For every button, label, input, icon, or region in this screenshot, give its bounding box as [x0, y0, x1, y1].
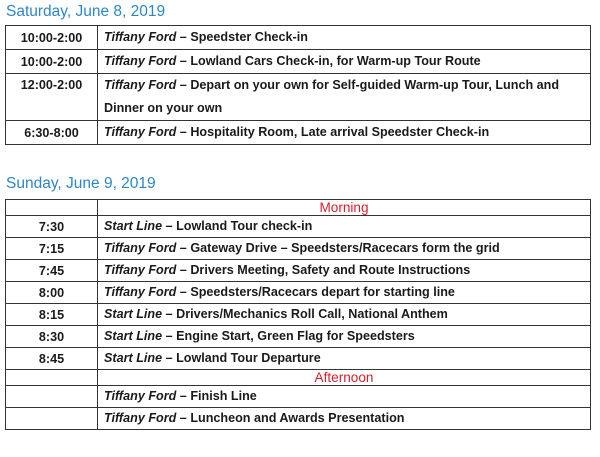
event-cell [98, 304, 591, 326]
location-label: Tiffany Ford [104, 411, 177, 425]
event-cell [98, 26, 591, 50]
event-cell [98, 260, 591, 282]
event-text: Speedster Check-in [190, 30, 308, 44]
time-cell: 7:30 [6, 216, 98, 238]
event-cell [98, 326, 591, 348]
table-row [6, 304, 591, 326]
separator: – [162, 351, 177, 365]
saturday-schedule-table [5, 25, 591, 145]
table-row [6, 348, 591, 370]
location-label: Tiffany Ford [104, 125, 177, 139]
separator: – [176, 54, 191, 68]
separator: – [176, 30, 191, 44]
separator: – [176, 78, 191, 92]
location-label: Tiffany Ford [104, 263, 177, 277]
table-row [6, 282, 591, 304]
time-cell: 8:00 [6, 282, 98, 304]
event-text: Hospitality Room, Late arrival Speedster Check-in [190, 125, 490, 139]
section-label-afternoon: Afternoon [98, 370, 591, 386]
separator: – [162, 307, 177, 321]
separator: – [176, 411, 191, 425]
table-row [6, 386, 591, 408]
location-label: Tiffany Ford [104, 30, 177, 44]
table-row [6, 74, 591, 121]
table-row [6, 260, 591, 282]
time-cell: 8:45 [6, 348, 98, 370]
time-cell: 10:00-2:00 [6, 26, 98, 50]
section-label-morning: Morning [98, 200, 591, 216]
event-cell [98, 408, 591, 430]
location-label: Tiffany Ford [104, 241, 177, 255]
separator: – [176, 241, 191, 255]
location-label: Start Line [104, 351, 163, 365]
time-cell [6, 386, 98, 408]
event-text: Engine Start, Green Flag for Speedsters [176, 329, 415, 343]
time-cell: 8:15 [6, 304, 98, 326]
event-text: Lowland Tour Departure [176, 351, 321, 365]
table-row [6, 408, 591, 430]
saturday-heading: Saturday, June 8, 2019 [6, 3, 166, 20]
event-cell [98, 282, 591, 304]
event-cell [98, 386, 591, 408]
time-cell: 10:00-2:00 [6, 50, 98, 74]
sunday-heading: Sunday, June 9, 2019 [6, 175, 156, 192]
location-label: Tiffany Ford [104, 389, 177, 403]
event-text: Depart on your own for Self-guided Warm-up Tour, Lunch and Dinner on your own [104, 78, 560, 115]
table-row [6, 121, 591, 145]
event-text: Drivers/Mechanics Roll Call, National Anthem [176, 307, 448, 321]
time-cell: 8:30 [6, 326, 98, 348]
time-cell [6, 370, 98, 386]
separator: – [162, 219, 177, 233]
event-cell [98, 348, 591, 370]
event-cell [98, 74, 591, 121]
event-cell [98, 50, 591, 74]
time-cell: 7:15 [6, 238, 98, 260]
time-cell [6, 408, 98, 430]
location-label: Start Line [104, 307, 163, 321]
separator: – [176, 389, 191, 403]
table-row [6, 216, 591, 238]
time-cell [6, 200, 98, 216]
section-row-morning [6, 200, 591, 216]
table-row [6, 50, 591, 74]
location-label: Tiffany Ford [104, 54, 177, 68]
time-cell: 7:45 [6, 260, 98, 282]
separator: – [176, 125, 191, 139]
location-label: Start Line [104, 329, 163, 343]
time-cell: 6:30-8:00 [6, 121, 98, 145]
event-cell [98, 238, 591, 260]
table-row [6, 26, 591, 50]
event-text: Finish Line [190, 389, 257, 403]
event-text: Gateway Drive – Speedsters/Racecars form the grid [190, 241, 500, 255]
event-text: Lowland Cars Check-in, for Warm-up Tour Route [190, 54, 481, 68]
event-cell [98, 216, 591, 238]
table-row [6, 238, 591, 260]
separator: – [176, 263, 191, 277]
event-text: Speedsters/Racecars depart for starting line [190, 285, 455, 299]
event-text: Drivers Meeting, Safety and Route Instructions [190, 263, 471, 277]
event-text: Luncheon and Awards Presentation [190, 411, 405, 425]
sunday-schedule-table [5, 199, 591, 430]
separator: – [162, 329, 177, 343]
time-cell: 12:00-2:00 [6, 74, 98, 121]
location-label: Tiffany Ford [104, 78, 177, 92]
location-label: Start Line [104, 219, 163, 233]
event-cell [98, 121, 591, 145]
section-row-afternoon [6, 370, 591, 386]
location-label: Tiffany Ford [104, 285, 177, 299]
table-row [6, 326, 591, 348]
event-text: Lowland Tour check-in [176, 219, 313, 233]
separator: – [176, 285, 191, 299]
